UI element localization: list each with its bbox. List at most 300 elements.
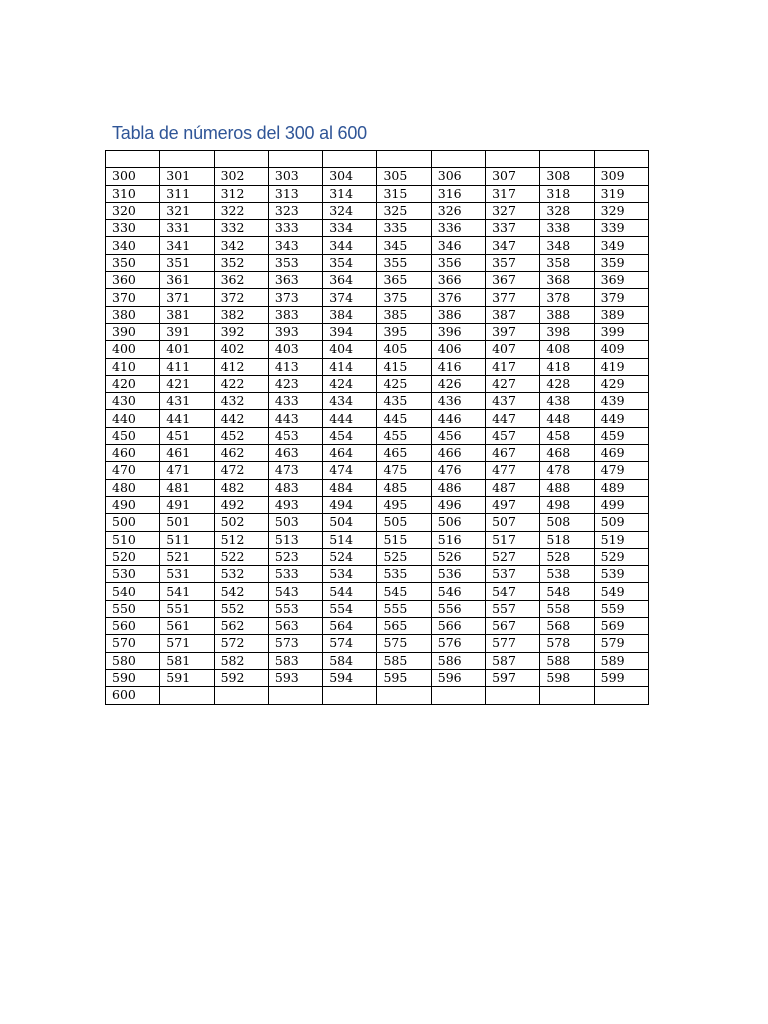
table-cell: 522 bbox=[214, 548, 268, 565]
table-cell: 430 bbox=[106, 393, 160, 410]
table-cell: 416 bbox=[431, 358, 485, 375]
table-cell: 303 bbox=[268, 168, 322, 185]
table-cell: 484 bbox=[323, 479, 377, 496]
table-cell: 477 bbox=[486, 462, 540, 479]
table-cell: 527 bbox=[486, 548, 540, 565]
table-cell: 356 bbox=[431, 254, 485, 271]
table-cell: 310 bbox=[106, 185, 160, 202]
table-cell: 553 bbox=[268, 600, 322, 617]
table-cell: 514 bbox=[323, 531, 377, 548]
table-cell: 454 bbox=[323, 427, 377, 444]
table-cell: 450 bbox=[106, 427, 160, 444]
table-cell: 600 bbox=[106, 687, 160, 704]
table-row bbox=[106, 237, 649, 254]
table-cell bbox=[377, 687, 431, 704]
table-cell: 309 bbox=[594, 168, 648, 185]
table-cell: 318 bbox=[540, 185, 594, 202]
table-cell: 584 bbox=[323, 652, 377, 669]
table-cell: 470 bbox=[106, 462, 160, 479]
table-cell bbox=[214, 151, 268, 168]
table-cell: 585 bbox=[377, 652, 431, 669]
table-cell: 565 bbox=[377, 618, 431, 635]
table-cell: 489 bbox=[594, 479, 648, 496]
table-cell: 446 bbox=[431, 410, 485, 427]
table-cell: 313 bbox=[268, 185, 322, 202]
table-cell: 587 bbox=[486, 652, 540, 669]
table-cell: 409 bbox=[594, 341, 648, 358]
table-cell bbox=[540, 687, 594, 704]
table-cell: 434 bbox=[323, 393, 377, 410]
table-cell: 568 bbox=[540, 618, 594, 635]
table-cell: 361 bbox=[160, 272, 214, 289]
table-cell: 540 bbox=[106, 583, 160, 600]
table-cell: 579 bbox=[594, 635, 648, 652]
table-cell: 308 bbox=[540, 168, 594, 185]
table-cell: 549 bbox=[594, 583, 648, 600]
table-cell: 343 bbox=[268, 237, 322, 254]
table-cell: 445 bbox=[377, 410, 431, 427]
table-cell: 348 bbox=[540, 237, 594, 254]
table-cell: 548 bbox=[540, 583, 594, 600]
table-row bbox=[106, 393, 649, 410]
table-cell: 577 bbox=[486, 635, 540, 652]
table-cell: 321 bbox=[160, 202, 214, 219]
table-row bbox=[106, 168, 649, 185]
table-cell: 438 bbox=[540, 393, 594, 410]
table-row bbox=[106, 635, 649, 652]
table-cell: 480 bbox=[106, 479, 160, 496]
table-row bbox=[106, 202, 649, 219]
table-cell: 544 bbox=[323, 583, 377, 600]
table-cell: 422 bbox=[214, 375, 268, 392]
table-cell: 426 bbox=[431, 375, 485, 392]
table-row bbox=[106, 272, 649, 289]
table-cell: 432 bbox=[214, 393, 268, 410]
table-cell: 428 bbox=[540, 375, 594, 392]
table-cell: 391 bbox=[160, 323, 214, 340]
table-cell: 374 bbox=[323, 289, 377, 306]
table-cell: 314 bbox=[323, 185, 377, 202]
table-cell: 541 bbox=[160, 583, 214, 600]
table-cell: 508 bbox=[540, 514, 594, 531]
table-cell: 529 bbox=[594, 548, 648, 565]
table-cell: 344 bbox=[323, 237, 377, 254]
table-cell bbox=[106, 151, 160, 168]
table-cell: 550 bbox=[106, 600, 160, 617]
table-cell: 322 bbox=[214, 202, 268, 219]
table-cell: 538 bbox=[540, 566, 594, 583]
table-cell: 491 bbox=[160, 496, 214, 513]
table-cell: 401 bbox=[160, 341, 214, 358]
table-cell: 471 bbox=[160, 462, 214, 479]
table-cell: 582 bbox=[214, 652, 268, 669]
table-cell: 503 bbox=[268, 514, 322, 531]
table-cell: 457 bbox=[486, 427, 540, 444]
table-cell: 382 bbox=[214, 306, 268, 323]
table-cell: 410 bbox=[106, 358, 160, 375]
table-cell: 337 bbox=[486, 220, 540, 237]
table-cell: 347 bbox=[486, 237, 540, 254]
table-cell: 473 bbox=[268, 462, 322, 479]
table-cell: 506 bbox=[431, 514, 485, 531]
table-cell: 338 bbox=[540, 220, 594, 237]
table-cell: 324 bbox=[323, 202, 377, 219]
table-cell: 380 bbox=[106, 306, 160, 323]
table-cell: 389 bbox=[594, 306, 648, 323]
table-cell: 414 bbox=[323, 358, 377, 375]
table-cell bbox=[323, 687, 377, 704]
table-cell: 575 bbox=[377, 635, 431, 652]
table-cell bbox=[323, 151, 377, 168]
table-cell: 335 bbox=[377, 220, 431, 237]
table-cell: 317 bbox=[486, 185, 540, 202]
table-cell: 419 bbox=[594, 358, 648, 375]
table-cell: 593 bbox=[268, 669, 322, 686]
table-cell: 523 bbox=[268, 548, 322, 565]
table-cell: 466 bbox=[431, 445, 485, 462]
table-cell: 333 bbox=[268, 220, 322, 237]
table-row bbox=[106, 583, 649, 600]
table-cell: 576 bbox=[431, 635, 485, 652]
table-cell: 560 bbox=[106, 618, 160, 635]
table-cell: 392 bbox=[214, 323, 268, 340]
table-cell: 378 bbox=[540, 289, 594, 306]
table-cell: 390 bbox=[106, 323, 160, 340]
table-cell: 440 bbox=[106, 410, 160, 427]
table-cell: 458 bbox=[540, 427, 594, 444]
table-cell: 395 bbox=[377, 323, 431, 340]
table-cell: 559 bbox=[594, 600, 648, 617]
table-cell: 357 bbox=[486, 254, 540, 271]
table-cell: 589 bbox=[594, 652, 648, 669]
table-cell: 447 bbox=[486, 410, 540, 427]
table-cell bbox=[160, 151, 214, 168]
table-cell: 363 bbox=[268, 272, 322, 289]
table-cell: 571 bbox=[160, 635, 214, 652]
table-cell: 364 bbox=[323, 272, 377, 289]
table-row bbox=[106, 462, 649, 479]
table-row bbox=[106, 427, 649, 444]
table-cell: 581 bbox=[160, 652, 214, 669]
table-cell: 569 bbox=[594, 618, 648, 635]
table-cell: 574 bbox=[323, 635, 377, 652]
table-cell: 349 bbox=[594, 237, 648, 254]
table-cell: 388 bbox=[540, 306, 594, 323]
table-cell: 320 bbox=[106, 202, 160, 219]
table-cell: 532 bbox=[214, 566, 268, 583]
table-cell: 435 bbox=[377, 393, 431, 410]
table-cell: 328 bbox=[540, 202, 594, 219]
table-row bbox=[106, 185, 649, 202]
table-row bbox=[106, 306, 649, 323]
table-cell: 496 bbox=[431, 496, 485, 513]
table-cell: 534 bbox=[323, 566, 377, 583]
table-cell bbox=[486, 687, 540, 704]
table-cell: 546 bbox=[431, 583, 485, 600]
table-cell: 403 bbox=[268, 341, 322, 358]
table-cell: 555 bbox=[377, 600, 431, 617]
table-cell bbox=[377, 151, 431, 168]
table-cell: 475 bbox=[377, 462, 431, 479]
table-row bbox=[106, 151, 649, 168]
table-cell: 590 bbox=[106, 669, 160, 686]
table-cell: 301 bbox=[160, 168, 214, 185]
table-cell: 570 bbox=[106, 635, 160, 652]
table-cell: 497 bbox=[486, 496, 540, 513]
table-cell: 443 bbox=[268, 410, 322, 427]
table-cell: 411 bbox=[160, 358, 214, 375]
table-cell: 518 bbox=[540, 531, 594, 548]
table-cell: 453 bbox=[268, 427, 322, 444]
table-cell bbox=[268, 687, 322, 704]
table-cell: 474 bbox=[323, 462, 377, 479]
table-cell: 370 bbox=[106, 289, 160, 306]
table-cell: 462 bbox=[214, 445, 268, 462]
table-cell: 402 bbox=[214, 341, 268, 358]
table-cell: 316 bbox=[431, 185, 485, 202]
table-cell: 332 bbox=[214, 220, 268, 237]
table-cell: 524 bbox=[323, 548, 377, 565]
table-cell: 468 bbox=[540, 445, 594, 462]
table-cell: 558 bbox=[540, 600, 594, 617]
table-cell: 509 bbox=[594, 514, 648, 531]
table-cell bbox=[594, 151, 648, 168]
table-cell: 359 bbox=[594, 254, 648, 271]
table-cell: 437 bbox=[486, 393, 540, 410]
table-cell: 476 bbox=[431, 462, 485, 479]
table-cell: 586 bbox=[431, 652, 485, 669]
table-cell: 507 bbox=[486, 514, 540, 531]
table-cell: 488 bbox=[540, 479, 594, 496]
table-cell: 493 bbox=[268, 496, 322, 513]
table-cell: 366 bbox=[431, 272, 485, 289]
table-row bbox=[106, 514, 649, 531]
table-cell: 385 bbox=[377, 306, 431, 323]
table-cell: 556 bbox=[431, 600, 485, 617]
table-cell: 412 bbox=[214, 358, 268, 375]
table-cell: 312 bbox=[214, 185, 268, 202]
table-cell: 599 bbox=[594, 669, 648, 686]
table-cell: 339 bbox=[594, 220, 648, 237]
table-cell: 325 bbox=[377, 202, 431, 219]
table-cell: 588 bbox=[540, 652, 594, 669]
table-cell: 381 bbox=[160, 306, 214, 323]
table-cell: 525 bbox=[377, 548, 431, 565]
table-cell bbox=[540, 151, 594, 168]
table-cell: 583 bbox=[268, 652, 322, 669]
table-cell: 461 bbox=[160, 445, 214, 462]
table-cell: 365 bbox=[377, 272, 431, 289]
table-cell: 511 bbox=[160, 531, 214, 548]
table-cell: 504 bbox=[323, 514, 377, 531]
table-cell: 396 bbox=[431, 323, 485, 340]
table-row bbox=[106, 358, 649, 375]
table-cell: 334 bbox=[323, 220, 377, 237]
table-cell: 358 bbox=[540, 254, 594, 271]
table-cell: 373 bbox=[268, 289, 322, 306]
table-cell: 368 bbox=[540, 272, 594, 289]
table-cell: 405 bbox=[377, 341, 431, 358]
table-cell: 342 bbox=[214, 237, 268, 254]
table-cell: 360 bbox=[106, 272, 160, 289]
table-cell: 367 bbox=[486, 272, 540, 289]
table-cell: 400 bbox=[106, 341, 160, 358]
page-title: Tabla de números del 300 al 600 bbox=[112, 123, 367, 143]
table-cell: 499 bbox=[594, 496, 648, 513]
table-cell: 492 bbox=[214, 496, 268, 513]
table-cell: 554 bbox=[323, 600, 377, 617]
table-cell: 469 bbox=[594, 445, 648, 462]
table-cell: 346 bbox=[431, 237, 485, 254]
table-cell: 545 bbox=[377, 583, 431, 600]
table-cell: 482 bbox=[214, 479, 268, 496]
table-cell: 460 bbox=[106, 445, 160, 462]
table-cell: 592 bbox=[214, 669, 268, 686]
table-cell: 444 bbox=[323, 410, 377, 427]
table-cell: 543 bbox=[268, 583, 322, 600]
table-cell: 526 bbox=[431, 548, 485, 565]
table-cell: 510 bbox=[106, 531, 160, 548]
table-cell: 464 bbox=[323, 445, 377, 462]
table-cell: 519 bbox=[594, 531, 648, 548]
table-cell: 465 bbox=[377, 445, 431, 462]
table-cell: 533 bbox=[268, 566, 322, 583]
table-cell: 528 bbox=[540, 548, 594, 565]
table-cell: 501 bbox=[160, 514, 214, 531]
table-row bbox=[106, 254, 649, 271]
table-row bbox=[106, 323, 649, 340]
table-cell: 515 bbox=[377, 531, 431, 548]
table-row bbox=[106, 289, 649, 306]
table-cell: 300 bbox=[106, 168, 160, 185]
table-cell: 331 bbox=[160, 220, 214, 237]
table-cell: 594 bbox=[323, 669, 377, 686]
table-cell: 563 bbox=[268, 618, 322, 635]
table-cell: 311 bbox=[160, 185, 214, 202]
table-cell: 478 bbox=[540, 462, 594, 479]
table-cell: 375 bbox=[377, 289, 431, 306]
table-cell: 573 bbox=[268, 635, 322, 652]
table-cell bbox=[594, 687, 648, 704]
table-cell: 439 bbox=[594, 393, 648, 410]
table-cell: 393 bbox=[268, 323, 322, 340]
table-cell: 531 bbox=[160, 566, 214, 583]
table-cell: 423 bbox=[268, 375, 322, 392]
table-cell: 329 bbox=[594, 202, 648, 219]
table-cell: 456 bbox=[431, 427, 485, 444]
table-cell: 566 bbox=[431, 618, 485, 635]
table-cell: 326 bbox=[431, 202, 485, 219]
table-cell bbox=[214, 687, 268, 704]
table-cell: 362 bbox=[214, 272, 268, 289]
table-cell: 415 bbox=[377, 358, 431, 375]
table-cell: 452 bbox=[214, 427, 268, 444]
table-cell: 551 bbox=[160, 600, 214, 617]
table-cell: 486 bbox=[431, 479, 485, 496]
table-cell: 597 bbox=[486, 669, 540, 686]
table-row bbox=[106, 652, 649, 669]
table-cell: 561 bbox=[160, 618, 214, 635]
table-row bbox=[106, 687, 649, 704]
table-cell: 502 bbox=[214, 514, 268, 531]
table-cell: 512 bbox=[214, 531, 268, 548]
table-cell: 516 bbox=[431, 531, 485, 548]
table-cell: 580 bbox=[106, 652, 160, 669]
table-row bbox=[106, 496, 649, 513]
table-cell: 591 bbox=[160, 669, 214, 686]
table-cell: 413 bbox=[268, 358, 322, 375]
table-cell: 304 bbox=[323, 168, 377, 185]
table-row bbox=[106, 669, 649, 686]
table-cell: 376 bbox=[431, 289, 485, 306]
table-row bbox=[106, 600, 649, 617]
numbers-table-body bbox=[106, 151, 649, 705]
table-cell: 404 bbox=[323, 341, 377, 358]
table-cell: 421 bbox=[160, 375, 214, 392]
table-cell: 336 bbox=[431, 220, 485, 237]
table-cell: 500 bbox=[106, 514, 160, 531]
table-cell: 494 bbox=[323, 496, 377, 513]
table-cell: 354 bbox=[323, 254, 377, 271]
table-cell: 315 bbox=[377, 185, 431, 202]
table-cell: 397 bbox=[486, 323, 540, 340]
table-row bbox=[106, 479, 649, 496]
table-cell: 595 bbox=[377, 669, 431, 686]
table-cell: 384 bbox=[323, 306, 377, 323]
table-cell: 442 bbox=[214, 410, 268, 427]
table-cell: 418 bbox=[540, 358, 594, 375]
table-cell: 448 bbox=[540, 410, 594, 427]
table-cell: 394 bbox=[323, 323, 377, 340]
table-cell: 567 bbox=[486, 618, 540, 635]
table-cell: 547 bbox=[486, 583, 540, 600]
table-cell: 441 bbox=[160, 410, 214, 427]
table-cell: 542 bbox=[214, 583, 268, 600]
table-cell: 495 bbox=[377, 496, 431, 513]
table-cell: 323 bbox=[268, 202, 322, 219]
table-cell bbox=[486, 151, 540, 168]
table-row bbox=[106, 531, 649, 548]
table-cell: 351 bbox=[160, 254, 214, 271]
table-cell: 399 bbox=[594, 323, 648, 340]
table-cell: 552 bbox=[214, 600, 268, 617]
table-cell: 377 bbox=[486, 289, 540, 306]
table-row bbox=[106, 410, 649, 427]
table-cell: 436 bbox=[431, 393, 485, 410]
table-cell: 406 bbox=[431, 341, 485, 358]
table-cell: 521 bbox=[160, 548, 214, 565]
table-cell: 513 bbox=[268, 531, 322, 548]
table-cell: 341 bbox=[160, 237, 214, 254]
table-cell: 340 bbox=[106, 237, 160, 254]
table-cell: 398 bbox=[540, 323, 594, 340]
table-cell: 420 bbox=[106, 375, 160, 392]
table-cell: 505 bbox=[377, 514, 431, 531]
table-cell: 498 bbox=[540, 496, 594, 513]
table-cell: 408 bbox=[540, 341, 594, 358]
table-cell: 578 bbox=[540, 635, 594, 652]
table-cell: 472 bbox=[214, 462, 268, 479]
table-cell: 483 bbox=[268, 479, 322, 496]
table-cell: 417 bbox=[486, 358, 540, 375]
table-cell: 598 bbox=[540, 669, 594, 686]
table-cell bbox=[431, 687, 485, 704]
table-cell bbox=[431, 151, 485, 168]
table-cell: 327 bbox=[486, 202, 540, 219]
table-cell: 372 bbox=[214, 289, 268, 306]
table-row bbox=[106, 618, 649, 635]
table-cell: 517 bbox=[486, 531, 540, 548]
